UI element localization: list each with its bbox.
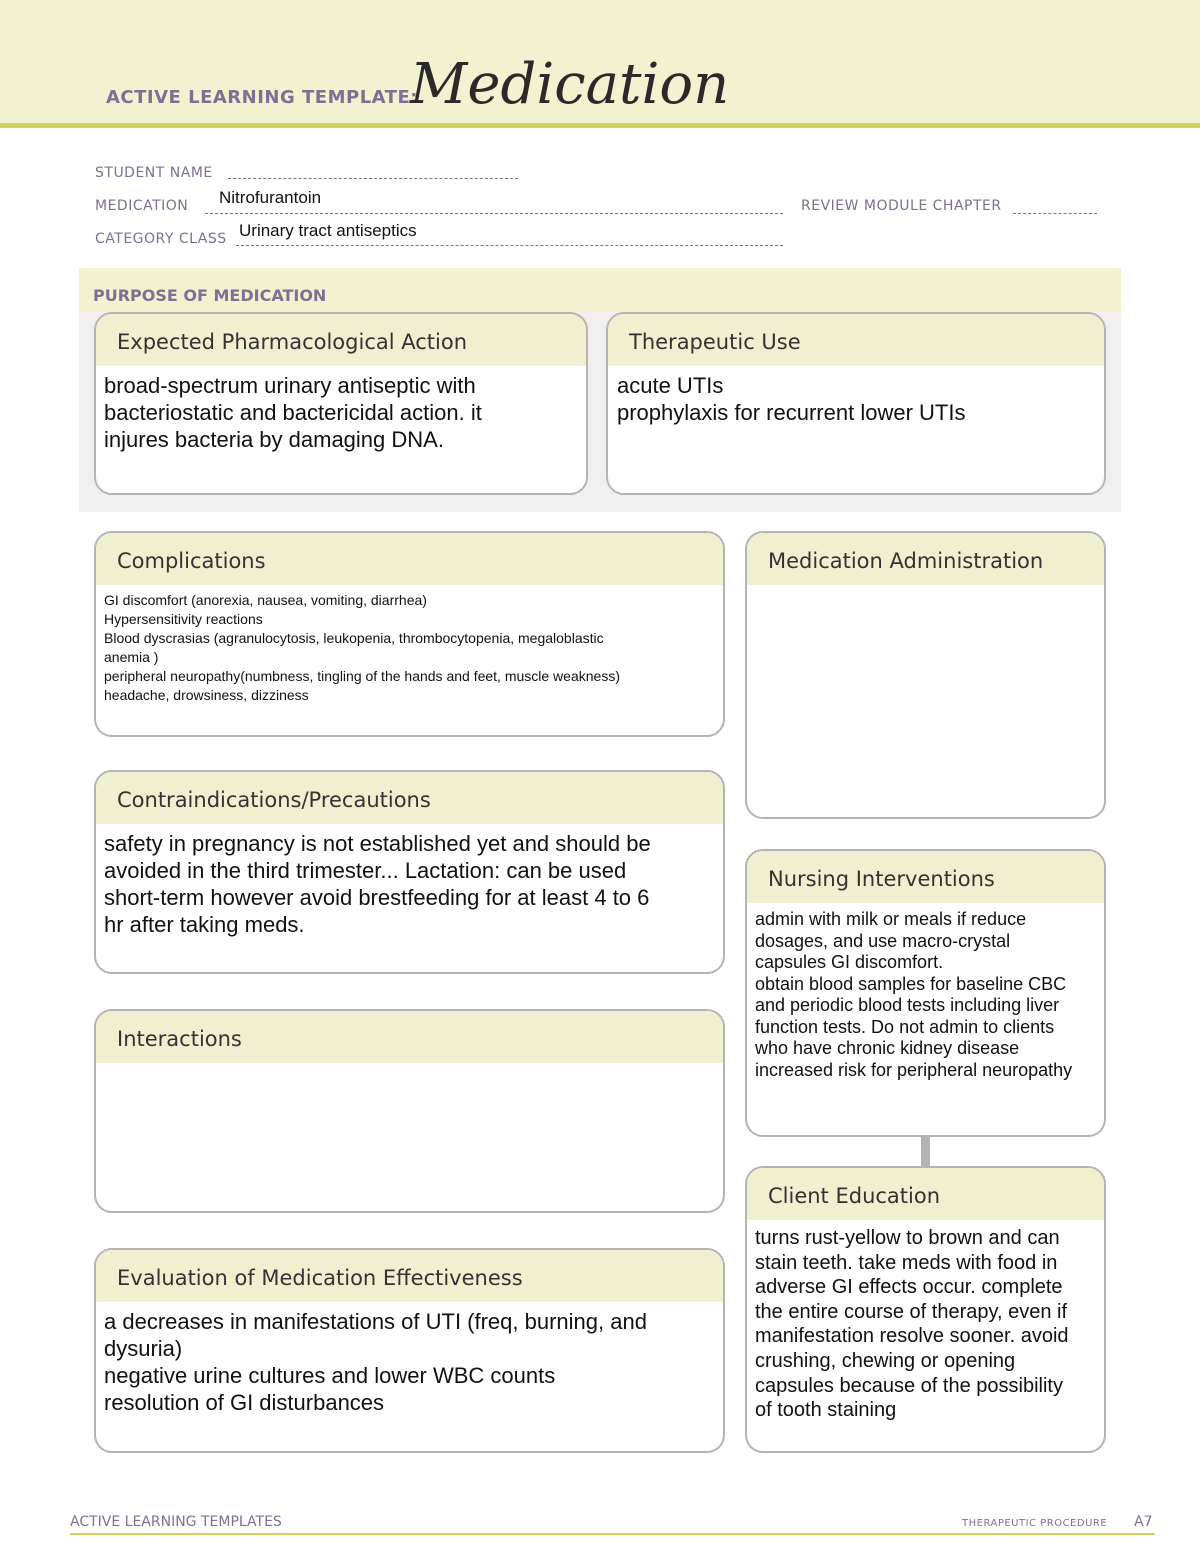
- box-title: Client Education: [747, 1168, 1104, 1220]
- box-title: Therapeutic Use: [608, 314, 1104, 366]
- review-module-label: REVIEW MODULE CHAPTER: [801, 198, 1002, 214]
- box-content[interactable]: turns rust-yellow to brown and can stain teeth. take meds with food in adverse GI effects occur. complete the entire course of therapy, even if manifestation resolve sooner. avoid crushing, chewing or opening capsules because of the possibility of tooth staining: [755, 1227, 1069, 1422]
- nursing-interventions-box: [745, 849, 1106, 1137]
- interactions-box: [94, 1009, 725, 1213]
- page-number: A7: [1134, 1514, 1153, 1530]
- box-content[interactable]: GI discomfort (anorexia, nausea, vomiting, diarrhea) Hypersensitivity reactions Blood dyscrasias (agranulocytosis, leukopenia, thrombocytopenia, megaloblastic anemia ) peripheral neuropathy(numbness, tingling of the hands and feet, muscle weakness) headache, drowsiness, dizziness: [104, 592, 620, 703]
- box-title: Nursing Interventions: [747, 851, 1104, 903]
- medication-label: MEDICATION: [95, 198, 189, 214]
- page-title: Medication: [410, 52, 730, 117]
- box-content[interactable]: [96, 1063, 723, 1075]
- box-content[interactable]: broad-spectrum urinary antiseptic with bacteriostatic and bactericidal action. it injures bacteria by damaging DNA.: [104, 373, 482, 452]
- category-class-value: Urinary tract antiseptics: [239, 221, 417, 240]
- footer-rule: [70, 1533, 1155, 1535]
- box-content[interactable]: safety in pregnancy is not established yet and should be avoided in the third trimester... Lactation: can be used short-term however avoid brestfeeding for at least 4 to 6 hr after taking meds.: [104, 831, 651, 937]
- evaluation-box: [94, 1248, 725, 1453]
- complications-box: [94, 531, 725, 737]
- footer-right: THERAPEUTIC PROCEDURE: [962, 1518, 1108, 1529]
- therapeutic-use-box: [606, 312, 1106, 495]
- expected-action-box: [94, 312, 588, 495]
- review-module-field[interactable]: [1013, 213, 1097, 214]
- medication-value: Nitrofurantoin: [219, 188, 322, 207]
- student-name-field[interactable]: [228, 178, 518, 179]
- box-title: Evaluation of Medication Effectiveness: [96, 1250, 723, 1302]
- box-title: Medication Administration: [747, 533, 1104, 585]
- box-content[interactable]: [747, 585, 1104, 597]
- box-title: Expected Pharmacological Action: [96, 314, 586, 366]
- connector: [921, 1135, 930, 1167]
- box-content[interactable]: a decreases in manifestations of UTI (freq, burning, and dysuria) negative urine cultures and lower WBC counts resolution of GI disturbances: [104, 1309, 647, 1415]
- box-title: Complications: [96, 533, 723, 585]
- header-banner: [0, 0, 1200, 128]
- medication-field[interactable]: [205, 213, 783, 214]
- box-title: Contraindications/Precautions: [96, 772, 723, 824]
- student-name-label: STUDENT NAME: [95, 165, 213, 181]
- purpose-title: PURPOSE OF MEDICATION: [93, 286, 327, 305]
- contraindications-box: [94, 770, 725, 974]
- box-content[interactable]: admin with milk or meals if reduce dosages, and use macro-crystal capsules GI discomfort. obtain blood samples for baseline CBC and periodic blood tests including liver function tests. Do not admin to clients who have chronic kidney disease increased risk for peripheral neuropathy: [755, 909, 1073, 1080]
- footer-left: ACTIVE LEARNING TEMPLATES: [70, 1514, 282, 1530]
- category-class-field[interactable]: [236, 245, 783, 246]
- medication-administration-box: [745, 531, 1106, 819]
- template-label: ACTIVE LEARNING TEMPLATE:: [106, 87, 418, 108]
- client-education-box: [745, 1166, 1106, 1453]
- box-content[interactable]: acute UTIs prophylaxis for recurrent lower UTIs: [617, 373, 966, 425]
- box-title: Interactions: [96, 1011, 723, 1063]
- category-class-label: CATEGORY CLASS: [95, 231, 227, 247]
